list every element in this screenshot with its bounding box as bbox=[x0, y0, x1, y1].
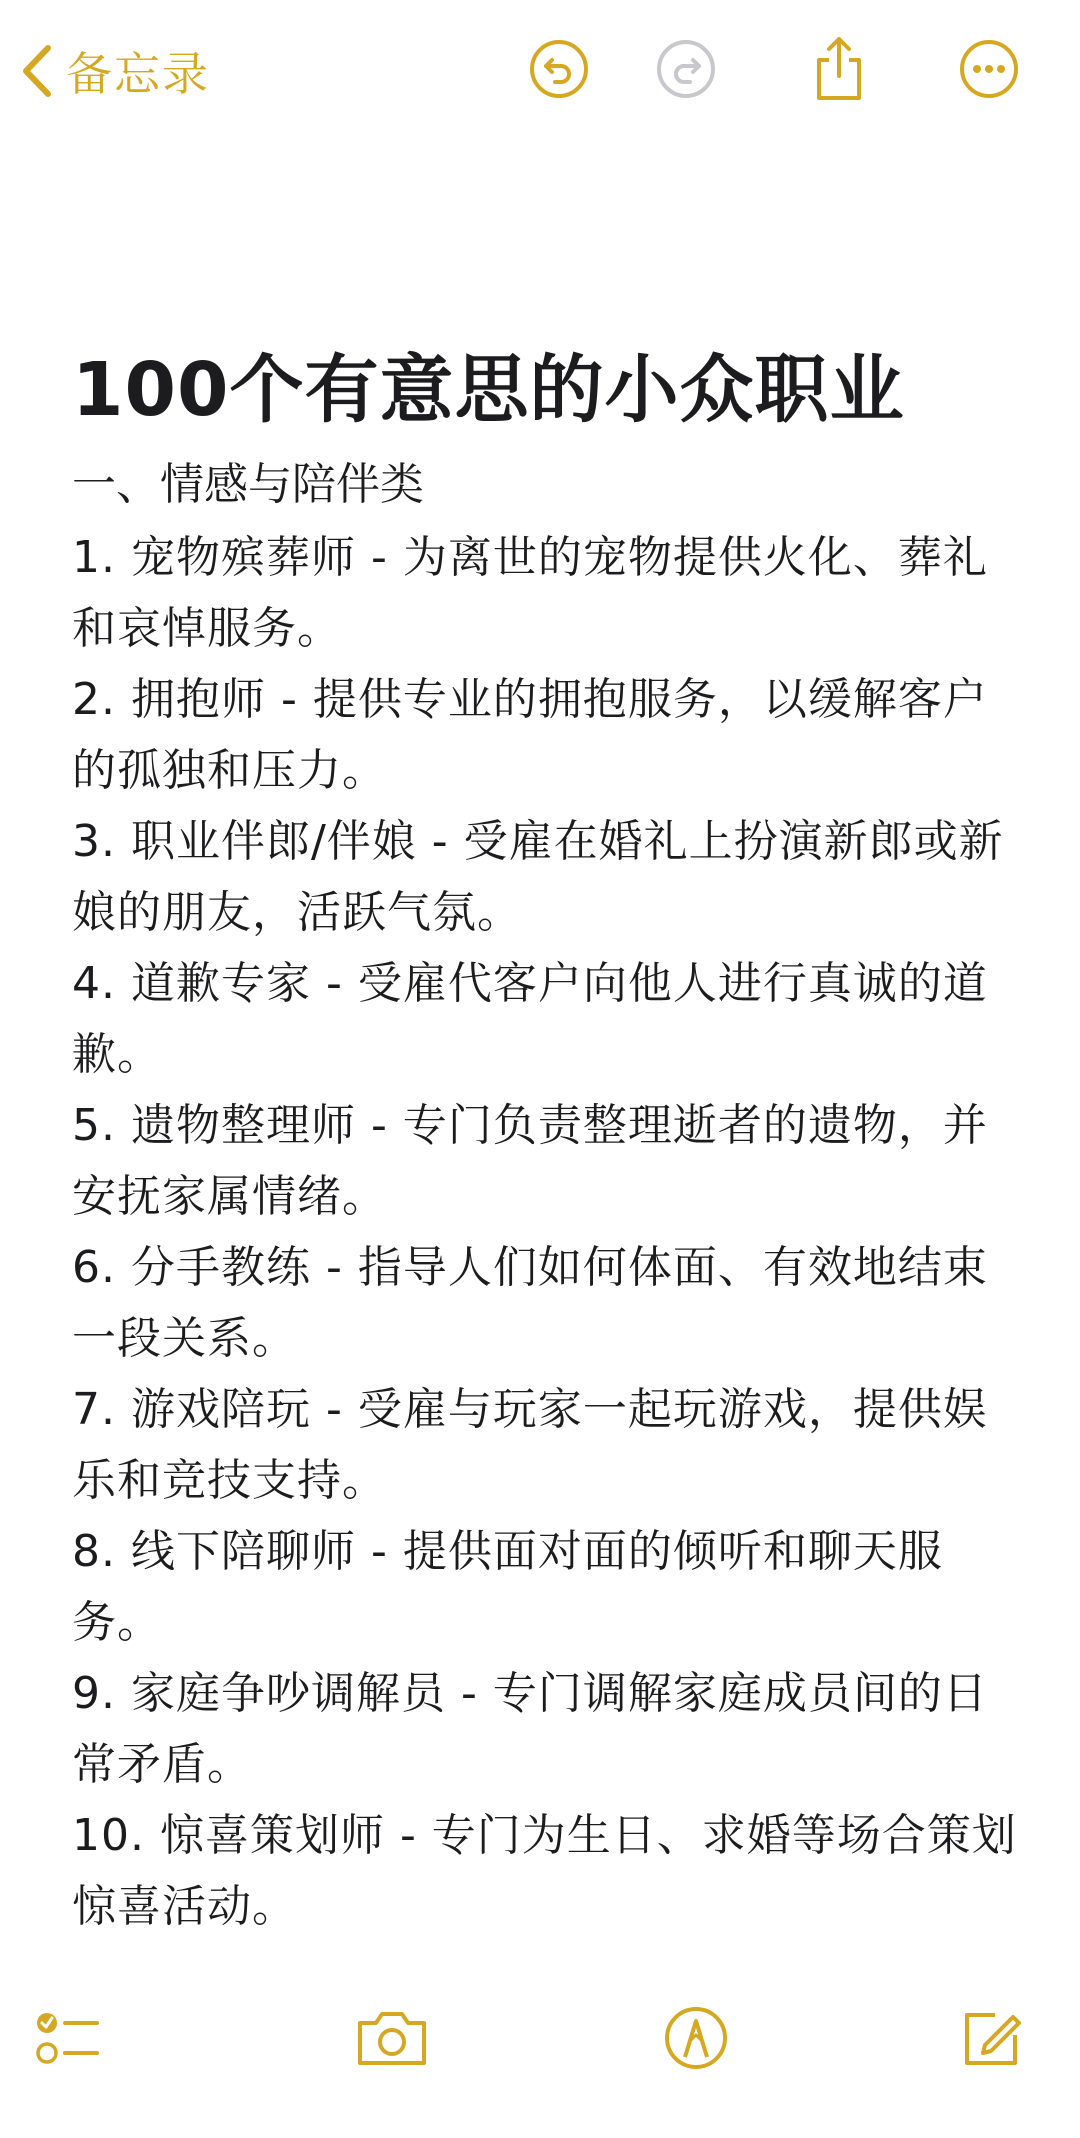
list-item: 4. 道歉专家 - 受雇代客户向他人进行真诚的道歉。 bbox=[72, 958, 988, 1080]
markup-button[interactable] bbox=[656, 2000, 736, 2080]
camera-icon bbox=[354, 2007, 430, 2073]
list-item: 9. 家庭争吵调解员 - 专门调解家庭成员间的日常矛盾。 bbox=[72, 1668, 988, 1790]
redo-icon bbox=[655, 38, 717, 104]
back-label: 备忘录 bbox=[66, 47, 210, 101]
markup-pen-icon bbox=[663, 2005, 729, 2075]
back-button[interactable] bbox=[22, 36, 210, 106]
undo-button[interactable] bbox=[524, 36, 594, 106]
checklist-icon bbox=[33, 2003, 103, 2077]
list-item: 3. 职业伴郎/伴娘 - 受雇在婚礼上扮演新郎或新娘的朋友，活跃气氛。 bbox=[72, 816, 1004, 938]
list-item: 6. 分手教练 - 指导人们如何体面、有效地结束一段关系。 bbox=[72, 1242, 988, 1364]
top-toolbar bbox=[0, 0, 1080, 150]
compose-button[interactable] bbox=[952, 2000, 1032, 2080]
note-title: 100个有意思的小众职业 bbox=[72, 347, 905, 433]
list-item: 7. 游戏陪玩 - 受雇与玩家一起玩游戏，提供娱乐和竞技支持。 bbox=[72, 1384, 988, 1506]
list-item: 8. 线下陪聊师 - 提供面对面的倾听和聊天服务。 bbox=[72, 1526, 943, 1648]
compose-icon bbox=[959, 2005, 1025, 2075]
share-button[interactable] bbox=[804, 36, 874, 106]
bottom-toolbar bbox=[0, 1990, 1080, 2110]
list-item: 1. 宠物殡葬师 - 为离世的宠物提供火化、葬礼和哀悼服务。 bbox=[72, 532, 988, 654]
redo-button[interactable] bbox=[651, 36, 721, 106]
more-button[interactable] bbox=[954, 36, 1024, 106]
more-icon bbox=[958, 38, 1020, 104]
undo-icon bbox=[528, 38, 590, 104]
camera-button[interactable] bbox=[352, 2000, 432, 2080]
list-item: 10. 惊喜策划师 - 专门为生日、求婚等场合策划惊喜活动。 bbox=[72, 1810, 1017, 1932]
checklist-button[interactable] bbox=[28, 2000, 108, 2080]
share-icon bbox=[811, 34, 867, 108]
list-item: 2. 拥抱师 - 提供专业的拥抱服务，以缓解客户的孤独和压力。 bbox=[72, 674, 988, 796]
list-item: 5. 遗物整理师 - 专门负责整理逝者的遗物，并安抚家属情绪。 bbox=[72, 1100, 988, 1222]
note-body[interactable] bbox=[72, 330, 1022, 1942]
chevron-left-icon bbox=[22, 44, 52, 98]
section-heading: 一、情感与陪伴类 bbox=[72, 459, 424, 510]
